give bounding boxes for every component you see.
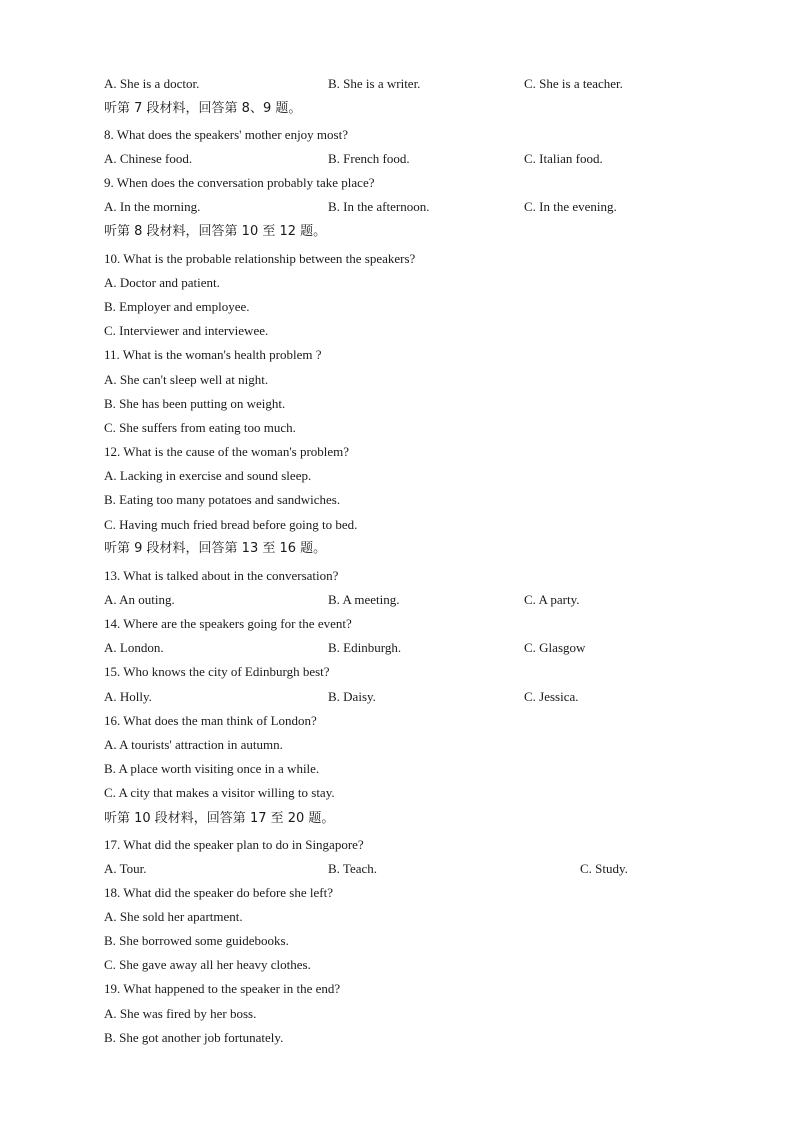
question-text: 17. What did the speaker plan to do in Singapore? xyxy=(104,837,364,852)
answer-option-c: C. In the evening. xyxy=(524,199,617,214)
answer-option-c: C. Study. xyxy=(580,861,628,876)
question-text: 14. Where are the speakers going for the event? xyxy=(104,616,352,631)
question-text: 19. What happened to the speaker in the end? xyxy=(104,981,341,996)
answer-options-row xyxy=(104,591,580,609)
answer-option-a: A. Tour. xyxy=(104,861,147,876)
answer-option: A. She can't sleep well at night. xyxy=(104,372,269,387)
question-text: 12. What is the cause of the woman's problem? xyxy=(104,444,350,459)
answer-option: C. She suffers from eating too much. xyxy=(104,420,296,435)
answer-option-a: A. Holly. xyxy=(104,689,152,704)
answer-option-b: B. Daisy. xyxy=(328,689,376,704)
section-heading: 听第 7 段材料，回答第 8、9 题。 xyxy=(104,101,302,116)
answer-options-row xyxy=(104,75,623,93)
answer-option: B. She got another job fortunately. xyxy=(104,1030,284,1045)
answer-options-row xyxy=(104,860,628,878)
answer-option: B. A place worth visiting once in a while. xyxy=(104,761,320,776)
answer-options-row xyxy=(104,150,603,168)
answer-option: C. Interviewer and interviewee. xyxy=(104,323,269,338)
question-text: 11. What is the woman's health problem ? xyxy=(104,347,322,362)
answer-option: C. She gave away all her heavy clothes. xyxy=(104,957,311,972)
answer-options-row xyxy=(104,688,579,706)
answer-options-row xyxy=(104,639,586,657)
answer-option: C. Having much fried bread before going to bed. xyxy=(104,517,358,532)
answer-option-c: C. Glasgow xyxy=(524,640,586,655)
section-heading: 听第 8 段材料，回答第 10 至 12 题。 xyxy=(104,224,327,239)
answer-option: B. She borrowed some guidebooks. xyxy=(104,933,289,948)
answer-option: C. A city that makes a visitor willing to stay. xyxy=(104,785,335,800)
answer-option-c: C. She is a teacher. xyxy=(524,76,623,91)
section-heading: 听第 10 段材料，回答第 17 至 20 题。 xyxy=(104,811,335,826)
answer-option-a: A. Chinese food. xyxy=(104,151,193,166)
answer-option-b: B. A meeting. xyxy=(328,592,400,607)
answer-options-row xyxy=(104,198,617,216)
section-heading: 听第 9 段材料，回答第 13 至 16 题。 xyxy=(104,541,327,556)
answer-option: A. A tourists' attraction in autumn. xyxy=(104,737,283,752)
question-text: 18. What did the speaker do before she left? xyxy=(104,885,333,900)
answer-option: B. She has been putting on weight. xyxy=(104,396,286,411)
answer-option: A. Lacking in exercise and sound sleep. xyxy=(104,468,312,483)
question-text: 8. What does the speakers' mother enjoy most? xyxy=(104,127,348,142)
answer-option-b: B. In the afternoon. xyxy=(328,199,430,214)
answer-option-a: A. In the morning. xyxy=(104,199,201,214)
answer-option-a: A. An outing. xyxy=(104,592,175,607)
answer-option-c: C. Italian food. xyxy=(524,151,603,166)
question-text: 13. What is talked about in the conversation? xyxy=(104,568,339,583)
answer-option-b: B. French food. xyxy=(328,151,410,166)
answer-option: B. Eating too many potatoes and sandwiches. xyxy=(104,492,341,507)
answer-option-a: A. She is a doctor. xyxy=(104,76,200,91)
answer-option-c: C. Jessica. xyxy=(524,689,579,704)
answer-option-b: B. Teach. xyxy=(328,861,378,876)
question-text: 10. What is the probable relationship between the speakers? xyxy=(104,251,416,266)
answer-option: A. She was fired by her boss. xyxy=(104,1006,257,1021)
question-text: 9. When does the conversation probably take place? xyxy=(104,175,375,190)
question-text: 15. Who knows the city of Edinburgh best? xyxy=(104,664,330,679)
answer-option-b: B. She is a writer. xyxy=(328,76,421,91)
answer-option: B. Employer and employee. xyxy=(104,299,250,314)
question-text: 16. What does the man think of London? xyxy=(104,713,317,728)
answer-option-b: B. Edinburgh. xyxy=(328,640,402,655)
answer-option-c: C. A party. xyxy=(524,592,580,607)
answer-option-a: A. London. xyxy=(104,640,164,655)
answer-option: A. Doctor and patient. xyxy=(104,275,220,290)
answer-option: A. She sold her apartment. xyxy=(104,909,243,924)
